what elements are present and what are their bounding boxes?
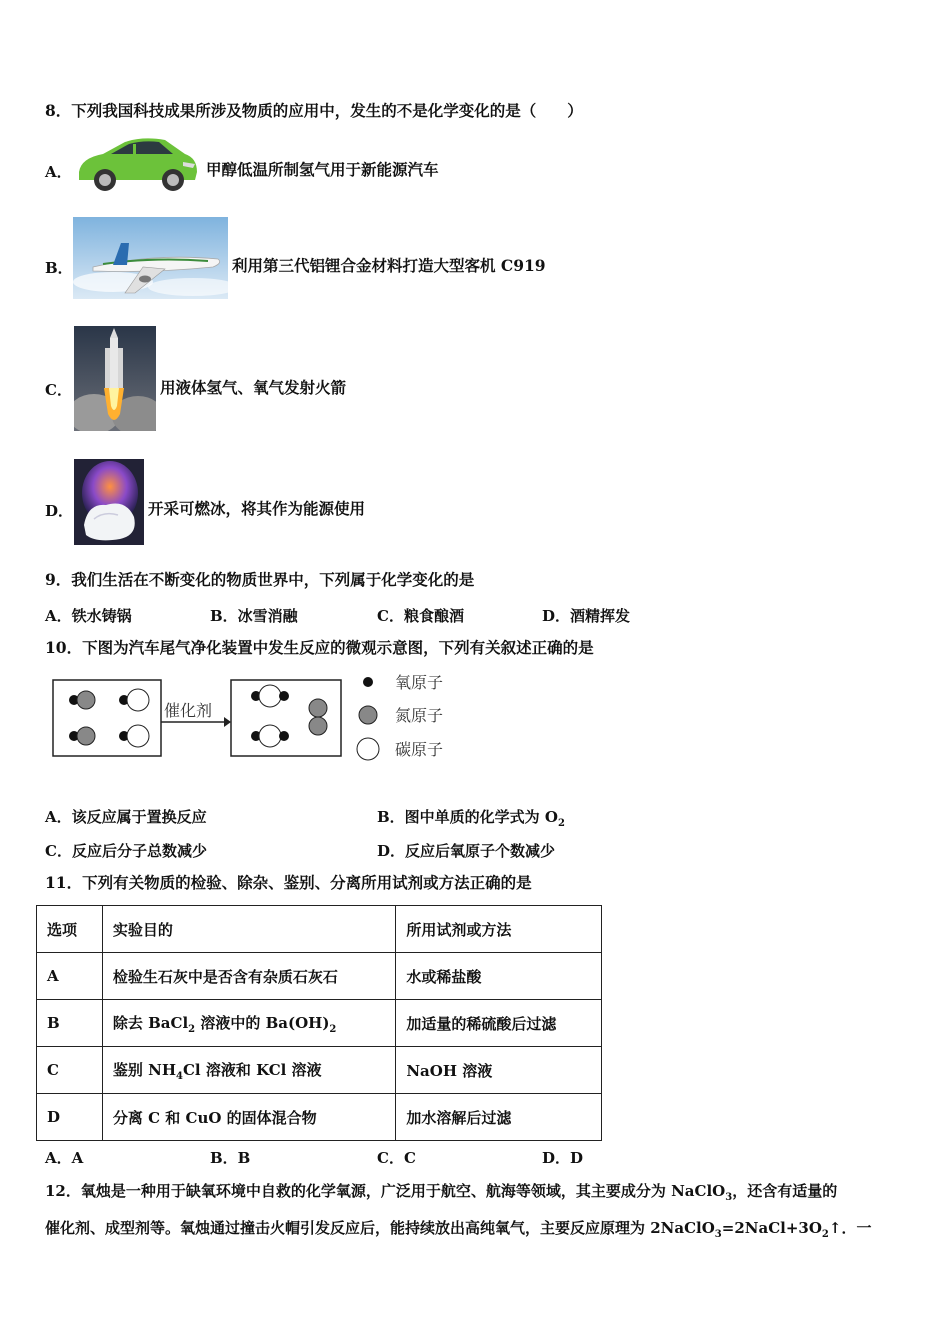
q10-option-a: A．该反应属于置换反应 xyxy=(45,808,207,826)
row-method: 加适量的稀硫酸后过滤 xyxy=(396,1000,602,1047)
header-option: 选项 xyxy=(37,906,103,953)
q11-option-d: D．D xyxy=(542,1149,584,1167)
q8-option-c-label: C． xyxy=(45,381,72,399)
table-row xyxy=(37,1094,602,1141)
q8-option-a-label: A． xyxy=(45,163,72,181)
q8-option-d-text: 开采可燃冰，将其作为能源使用 xyxy=(148,499,366,518)
q8-question: 8．下列我国科技成果所涉及物质的应用中，发生的不是化学变化的是（ ） xyxy=(45,101,583,120)
burning-ice-image xyxy=(74,459,144,545)
q11-option-c: C．C xyxy=(377,1149,416,1167)
q11-table xyxy=(36,905,602,1141)
oxygen-atom-legend-icon xyxy=(363,677,373,687)
legend-oxygen: 氧原子 xyxy=(395,673,444,692)
q10-option-d: D．反应后氧原子个数减少 xyxy=(377,842,556,860)
row-option: A xyxy=(37,953,103,1000)
airplane-image xyxy=(73,217,228,299)
q8-option-b-text: 利用第三代铝锂合金材料打造大型客机 C919 xyxy=(232,256,546,275)
row-option: C xyxy=(37,1047,103,1094)
row-method: NaOH 溶液 xyxy=(396,1047,602,1094)
table-row xyxy=(37,1000,602,1047)
q11-question: 11．下列有关物质的检验、除杂、鉴别、分离所用试剂或方法正确的是 xyxy=(45,873,532,892)
q8-option-a-text: 甲醇低温所制氢气用于新能源汽车 xyxy=(206,160,439,179)
row-method: 水或稀盐酸 xyxy=(396,953,602,1000)
row-option: D xyxy=(37,1094,103,1141)
products-box xyxy=(231,680,341,756)
green-car-image xyxy=(73,132,201,194)
carbon-atom-legend-icon xyxy=(357,738,379,760)
row-method: 加水溶解后过滤 xyxy=(396,1094,602,1141)
table-header-row xyxy=(37,906,602,953)
reaction-diagram xyxy=(50,670,470,780)
q9-option-b: B．冰雪消融 xyxy=(210,607,298,625)
row-option: B xyxy=(37,1000,103,1047)
legend-nitrogen: 氮原子 xyxy=(395,706,444,725)
q8-option-c-text: 用液体氢气、氧气发射火箭 xyxy=(160,378,347,397)
q12-line-2: 催化剂、成型剂等。氧烛通过撞击火帽引发反应后，能持续放出高纯氧气，主要反应原理为 $2NaClO_3=2NaCl+3O_2↑$．一 xyxy=(45,1219,872,1240)
header-purpose: 实验目的 xyxy=(102,906,395,953)
q9-option-a: A．铁水铸锅 xyxy=(45,607,132,625)
rocket-launch-image xyxy=(74,326,156,431)
q9-question: 9．我们生活在不断变化的物质世界中，下列属于化学变化的是 xyxy=(45,570,475,589)
q10-option-b: B．图中单质的化学式为 $O_2$ xyxy=(377,808,565,829)
q8-option-b-label: B． xyxy=(45,259,73,277)
q11-option-b: B．B xyxy=(210,1149,251,1167)
header-method: 所用试剂或方法 xyxy=(396,906,602,953)
row-purpose: 分离 C 和 CuO 的固体混合物 xyxy=(102,1094,395,1141)
row-purpose: 检验生石灰中是否含有杂质石灰石 xyxy=(102,953,395,1000)
q12-line-1: 12．氧烛是一种用于缺氧环境中自救的化学氧源，广泛用于航空、航海等领域，其主要成分为 NaClO$_3$，还含有适量的 xyxy=(45,1182,838,1203)
legend-carbon: 碳原子 xyxy=(395,740,444,759)
table-row xyxy=(37,1047,602,1094)
row-purpose: 鉴别 $NH_4Cl$ 溶液和 KCl 溶液 xyxy=(102,1047,395,1094)
q11-option-a: A．A xyxy=(45,1149,84,1167)
row-purpose: 除去 BaCl$_2$ 溶液中的 $Ba(OH)_2$ xyxy=(102,1000,395,1047)
q9-option-c: C．粮食酿酒 xyxy=(377,607,464,625)
q10-question: 10．下图为汽车尾气净化装置中发生反应的微观示意图，下列有关叙述正确的是 xyxy=(45,638,594,657)
table-row xyxy=(37,953,602,1000)
nitrogen-atom-legend-icon xyxy=(359,706,377,724)
q9-option-d: D．酒精挥发 xyxy=(542,607,631,625)
q8-option-d-label: D． xyxy=(45,502,74,520)
catalyst-label: 催化剂 xyxy=(164,701,213,720)
q10-option-c: C．反应后分子总数减少 xyxy=(45,842,207,860)
